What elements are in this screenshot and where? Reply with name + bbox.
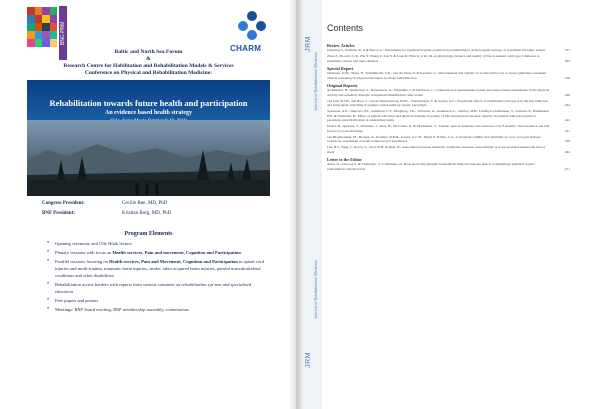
program-item-bold: Health services, Pain and Movement, Cognition and Participation [109,259,238,264]
conference-poster-page [0,0,297,409]
toc-entry[interactable] [327,124,570,133]
centre-title: Research Centre for Habilitation and Rehabilitation Models & Services [63,63,234,69]
jrm-abbrev-bottom: JRM [305,352,312,368]
toc-entry-text: Dreier, H., Quaeine, T., McPeake, J., Skoe, H., McCullen, K. & Mackenzie, S.: Chronic pain in intensive care survivors over 8 months: characteristics and risk factors for post-discharge [327,124,550,133]
toc-entry[interactable] [327,145,570,154]
charm-logo-label: CHARM [230,44,262,53]
toc-entry[interactable] [327,48,570,53]
program-item-text: Free papers and posters [55,298,99,303]
journal-name-top: Journal of Rehabilitation Medicine [313,52,318,111]
program-heading: Program Elements [124,231,173,237]
toc-entry-text: Gutiérrez S, Grimmer K, A & Barros G : Instruments for inpatient hospital-acquired deconditioning in acute hospital settings: A systematic literature review [327,48,546,52]
program-item-pre: Parallel sessions focusing on [55,259,110,264]
toc-section-title: Original Reports [327,83,358,88]
people-silhouette-image [27,180,270,196]
toc-entry[interactable] [327,88,570,97]
program-item-pre: Meetings: [55,307,75,312]
toc-entry-text: Lee, B.J., Yang, J., Kwon, S., Choi, K.H. & Kim, W.: Association between metabolic syndrome and knee osteoarthritis: A cross-sectional nationwide survey study [327,145,546,154]
program-item-pre: Plenary sessions with focus on [55,250,113,255]
toc-entry-page: 471 [564,166,570,171]
program-item [49,249,271,256]
bnc-prm-logo-icon [27,7,57,47]
banner-subtitle: An evidence based health strategy [105,110,192,116]
spine-shadow [288,0,304,409]
toc-entry-text: Zhou Z, Zhou R, Li K, Zhu Y, Zhang Z, Luo Y & Luan R: Effects of tai chi on physiology, balance and quality of life in patients with type 2 diabetes: A systematic review and meta-analysis [327,54,540,63]
program-item-post: . [188,307,191,312]
program-item-post: . [240,250,242,255]
program-item-pre: Rehabilitation across borders with reports from various countries [55,282,176,287]
toc-entry-page: 456 [564,139,570,143]
bnf-president-label: BNF President: [42,211,75,216]
toc-entry-page: 357 [564,48,570,52]
toc-section-title: Review Articles [327,43,355,48]
toc-entry-text: van Bloemendaal, M., Bosuen, A., Kroimer, R.F.M., Geurts, A.C.H., Nuhil, F. & Bus, S.A.: Concurrent validity and reliability of a low-cost gait analysis system for assessment of spatio-temporal gait parameters [327,134,541,143]
toc-section-title: Letter to the Editor [327,157,362,162]
toc-entry[interactable] [327,99,570,108]
program-item-post: . [73,289,75,294]
jrm-abbrev-top: JRM [305,36,312,52]
program-item-post: in spinal cord injuries and multi-trauma, traumatic brain injuries, stroke, other acquired brain injuries, painful musculoskeletal conditions and other disabilities. [55,259,265,278]
bnf-president [42,211,172,216]
toc-entry-page: 405 [564,58,570,63]
toc-entry[interactable] [327,71,570,80]
toc-entry-text: Ottiniano, N.M., Maas, H., Schimmedel, S.K., van der Wees, P. & Keasbel, G.: Development and validity of an innovative test to assess guideline-consistent clinical reasoning by physical therapists in stroke rehabilita-tion [327,71,547,80]
congress-president-label: Congress President: [42,201,85,206]
ampersand: & [146,56,151,62]
toc-entry-page: 442 [564,118,570,122]
program-item [49,240,271,247]
toc-entry-text: Svensson, A.K., Dencrert, P.T., Asmaltan, C.T., Hoegberg, T.K., Verbruck, A., Andersson, L., Settnay, M.B., Lundbye-Christensen, S., Laursen, P., Rasmussen, H.F. & Nelleman, B.: Effect of patient education and physical training on quality of life and physical exercise capacity in patients with paroxysmal or persistent atrial fibrillation: A randomized study [327,109,550,122]
contents-title: Contents [327,23,364,33]
toc-entry-page: 451 [564,128,570,133]
bnf-president-name: Kristian Borg, MD, PhD [122,211,172,216]
bnc-prm-logo-text: BNC-PRM [59,6,67,60]
toc-entry-page: 418 [564,75,570,80]
forum-title: Baltic and North Sea Forum [114,49,183,55]
toc-entry-page: 426 [564,92,570,97]
toc-entry[interactable] [327,135,570,144]
toc-entry-text: van Lith, B.J.H., den Boer, J., van de Nieuwenborg, B.P.C., Weerdesteyn, V. & Geurts, A.C.: Functional effects of botulinum toxin type A in the hip adductors and subsequent stretching in patients with hereditary spastic paraplegia [327,98,548,107]
toc-entry[interactable] [327,54,570,63]
toc-entry[interactable] [327,162,570,171]
program-list [49,240,271,315]
congress-president-name: Cecilie Røe, MD, PhD [122,201,168,206]
table-of-contents [327,40,570,173]
toc-section-title: Special Report [327,66,354,71]
program-item-ital: BNF board meeting, BNF membership assembly, commissions [74,307,189,312]
program-item [49,281,271,295]
program-item [49,306,271,313]
charm-logo-icon [234,8,270,44]
toc-entry-text: Allen, R., Atwood, S. & Chatterjee, S.: Comments on: Does electromyographic biofeedback improve exercise effects in hemiplegic patients? A pilot randomized controlled trial [327,162,535,171]
program-item-bold: Health services, Pain and movement, Cognition and Participation [112,250,241,255]
congress-president [42,201,168,206]
program-item [49,297,271,304]
conference-title: Conference on Physical and Rehabilitation Medicine: [84,70,213,76]
program-item-text: Opening ceremony and Olle Höök lecture [55,241,132,246]
banner-title: Rehabilitation towards future health and participation [49,98,248,108]
toc-entry-page: 464 [564,149,570,154]
program-item-ital: on rehabilitation sys-tem and specialized education [55,282,252,294]
toc-entry-text: Al-Murjebi, H., Anderssen, S., Dannelsson, A., Wijesinhe, I. & Olofsson, C.: Comparison of questionnaire-based and sensor-based assessments of the physical activity and sedentary lifestyle in inpatient rehabilitation after stroke [327,88,550,97]
program-item [49,258,271,279]
toc-entry[interactable] [327,109,570,123]
journal-name-bottom: Journal of Rehabilitation Medicine [313,260,318,319]
toc-entry-page: 434 [564,103,570,107]
